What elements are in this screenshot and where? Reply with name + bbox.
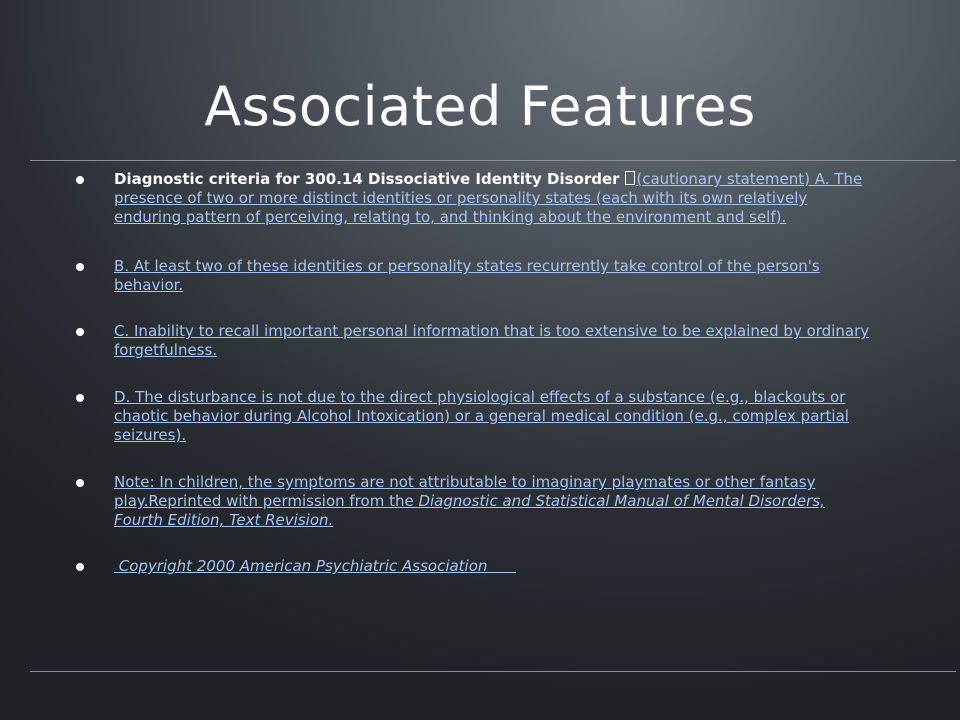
bullet-item-6 <box>72 557 872 576</box>
footer-divider <box>30 671 956 672</box>
criterion-d-link[interactable]: D. The disturbance is not due to the direct physiological effects of a substance (e.g., blackouts or chaotic behavior during Alcohol Intoxication) or a general medical condition (e.g., complex partial seizures). <box>114 388 849 444</box>
title-divider <box>30 160 956 161</box>
criteria-heading: Diagnostic criteria for 300.14 Dissociative Identity Disorder <box>114 170 620 188</box>
slide-title: Associated Features <box>204 75 756 138</box>
bullet-item-2 <box>72 257 872 295</box>
bullet-list <box>72 170 872 576</box>
criterion-c-link[interactable]: C. Inability to recall important personal information that is too extensive to be explained by ordinary forgetfulness. <box>114 322 870 359</box>
bullet-item-3 <box>72 322 872 360</box>
missing-glyph-icon <box>625 171 635 185</box>
bullet-item-5 <box>72 473 872 530</box>
dsm-title-link[interactable]: Diagnostic and Statistical Manual of Mental Disorders, Fourth Edition, Text Revision. <box>114 492 825 529</box>
note-link[interactable]: Note: In children, the symptoms are not attributable to imaginary playmates or other fantasy play.Reprinted with permission from the <box>114 473 816 510</box>
criterion-b-link[interactable]: B. At least two of these identities or personality states recurrently take control of the person's behavior. <box>114 257 820 294</box>
copyright-link[interactable]: Copyright 2000 American Psychiatric Association <box>114 557 517 575</box>
paren-link[interactable]: ( <box>636 170 643 188</box>
bullet-item-1 <box>72 170 872 227</box>
criterion-a-link[interactable]: cautionary statement) A. The presence of two or more distinct identities or personality states (each with its own relatively enduring pattern of perceiving, relating to, and thinking about the environment and self). <box>114 170 863 226</box>
bullet-item-4 <box>72 388 872 445</box>
